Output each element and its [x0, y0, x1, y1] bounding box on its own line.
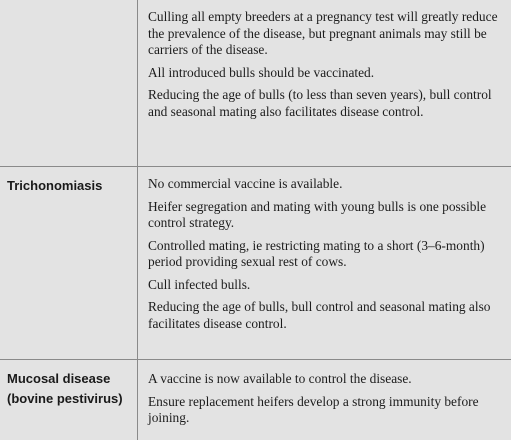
column-divider: [137, 0, 138, 440]
disease-name: Trichonomiasis: [7, 178, 103, 193]
row-divider: [0, 359, 511, 360]
measure-heifer-immunity: Ensure replacement heifers develop a strong immunity before joining.: [148, 393, 479, 425]
measure-no-vaccine: No commercial vaccine is available.: [148, 176, 343, 191]
disease-name-line2: (bovine pestivirus): [7, 391, 123, 406]
control-measures: [148, 176, 498, 338]
disease-name: [7, 369, 135, 409]
control-measures: [148, 371, 498, 433]
measure-culling: Culling all empty breeders at a pregnancy test will greatly reduce the prevalence of the disease, but pregnant animals may still be carriers of the disease.: [148, 9, 498, 57]
measure-vaccine-available: A vaccine is now available to control the disease.: [148, 371, 412, 386]
measure-controlled-mating: Controlled mating, ie restricting mating to a short (3–6-month) period providing sexual rest of cows.: [148, 237, 485, 269]
measure-bull-age: Reducing the age of bulls (to less than seven years), bull control and seasonal mating also facilitates disease control.: [148, 87, 492, 119]
row-divider: [0, 166, 511, 167]
measure-cull-bulls: Cull infected bulls.: [148, 276, 251, 292]
measure-heifer-segregation: Heifer segregation and mating with young bulls is one possible control strategy.: [148, 198, 487, 230]
measure-vaccinate-bulls: All introduced bulls should be vaccinated.: [148, 64, 375, 80]
measure-bull-age: Reducing the age of bulls, bull control and seasonal mating also facilitates disease control.: [148, 299, 491, 331]
control-measures: [148, 9, 498, 126]
disease-name-line1: Mucosal disease: [7, 371, 111, 386]
